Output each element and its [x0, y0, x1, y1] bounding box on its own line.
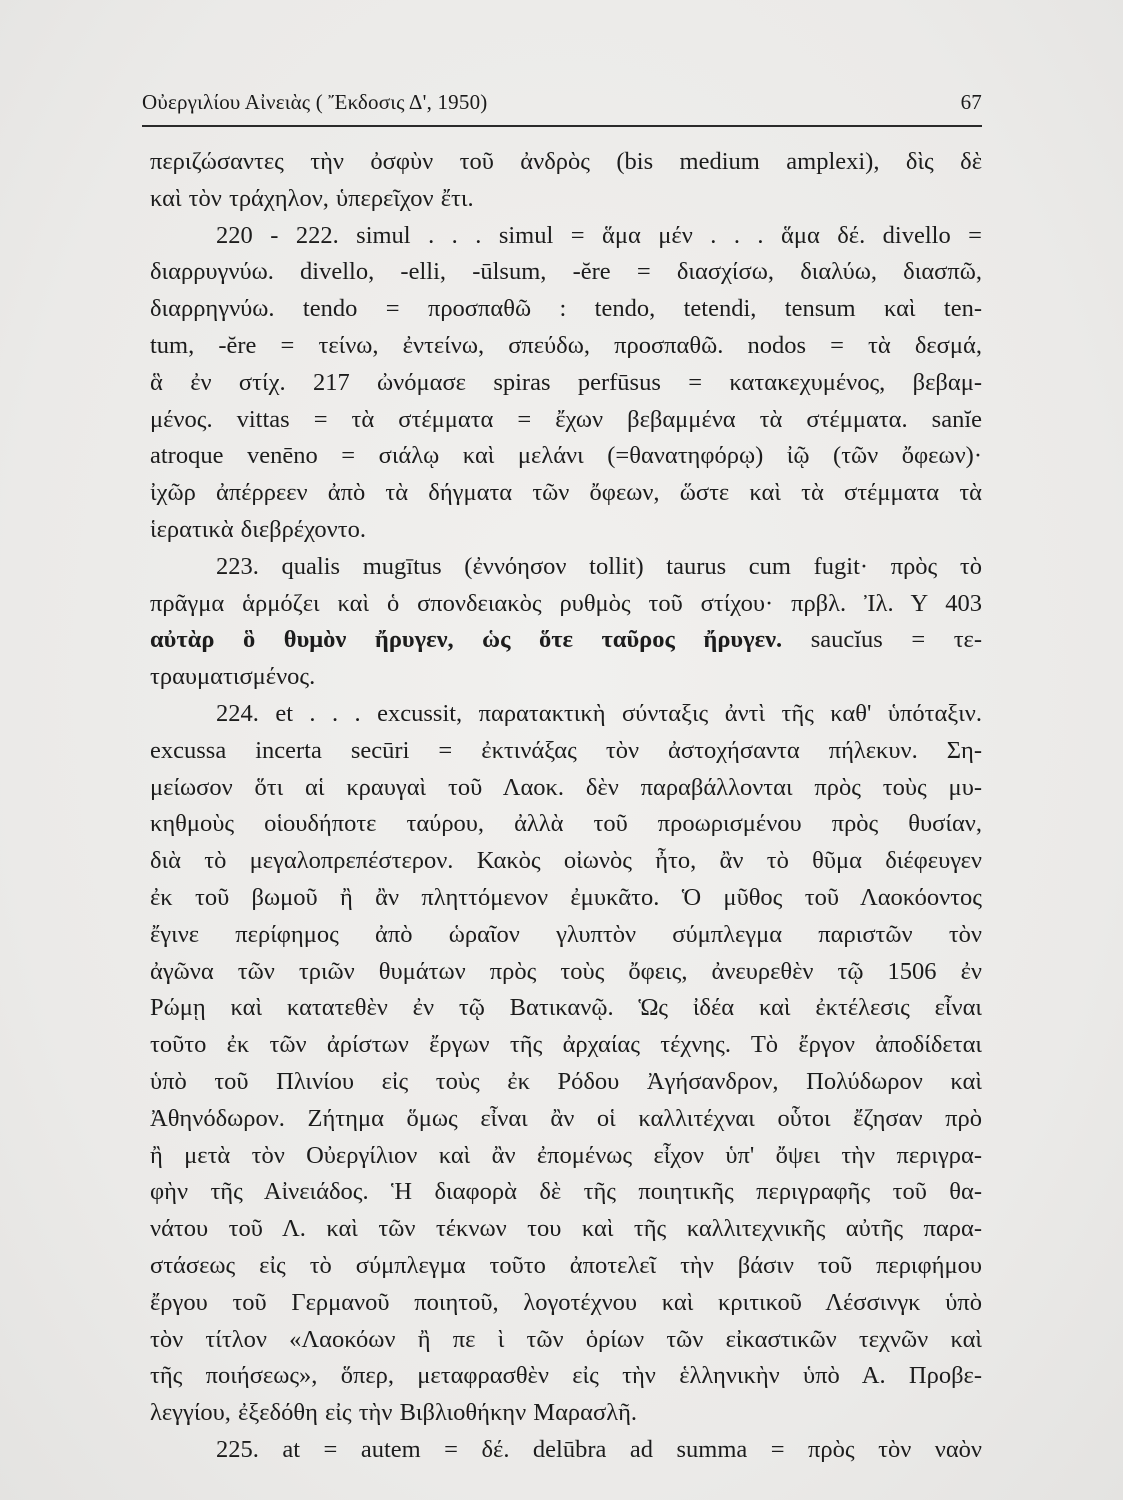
line-text: saucĭus = τε-: [782, 626, 982, 654]
header-title: Οὐεργιλίου Αἰνειὰς ( Ἔκδοσις Δ', 1950): [142, 90, 488, 114]
text-line: περιζώσαντες τὴν ὀσφὺν τοῦ ἀνδρὸς (bis medium amplexi), δὶς δὲ: [150, 148, 982, 175]
text-line: tum, -ĕre = τείνω, ἐντείνω, σπεύδω, προσπαθῶ. nodos = τὰ δεσμά,: [150, 331, 982, 359]
paragraph-start-line: 220 - 222. simul . . . simul = ἅμα μέν . . . ἅμα δέ. divello =: [216, 221, 982, 249]
text-line: ἱερατικὰ διεβρέχοντο.: [150, 515, 366, 543]
text-line: ἔργου τοῦ Γερμανοῦ ποιητοῦ, λογοτέχνου καὶ κριτικοῦ Λέσσινγκ ὑπὸ: [150, 1288, 982, 1316]
text-line: ἢ μετὰ τὸν Οὐεργίλιον καὶ ἂν ἐπομένως εἶχον ὑπ' ὄψει τὴν περιγρα-: [150, 1141, 982, 1169]
paragraph-start-line: 223. qualis mugītus (ἐννόησον tollit) taurus cum fugit· πρὸς τὸ: [216, 552, 982, 580]
text-line: διὰ τὸ μεγαλοπρεπέστερον. Κακὸς οἰωνὸς ἦτο, ἂν τὸ θῦμα διέφευγεν: [150, 847, 982, 875]
text-line: τῆς ποιήσεως», ὅπερ, μεταφρασθὲν εἰς τὴν ἑλληνικὴν ὑπὸ Α. Προβε-: [150, 1362, 982, 1390]
text-line: Ρώμῃ καὶ κατατεθὲν ἐν τῷ Βατικανῷ. Ὡς ἰδέα καὶ ἐκτέλεσις εἶναι: [150, 994, 982, 1022]
text-line: διαρρηγνύω. tendo = προσπαθῶ : tendo, tetendi, tensum καὶ ten-: [150, 295, 982, 323]
text-line: τοῦτο ἐκ τῶν ἀρίστων ἔργων τῆς ἀρχαίας τέχνης. Τὸ ἔργον ἀποδίδεται: [150, 1031, 982, 1059]
paragraph-start-line: 225. at = autem = δέ. delūbra ad summa = πρὸς τὸν ναὸν: [216, 1435, 982, 1463]
text-line: μένος. vittas = τὰ στέμματα = ἔχων βεβαμμένα τὰ στέμματα. sanĭe: [150, 405, 982, 433]
text-line: νάτου τοῦ Λ. καὶ τῶν τέκνων του καὶ τῆς καλλιτεχνικῆς αὐτῆς παρα-: [150, 1215, 982, 1243]
running-header: [142, 90, 982, 124]
text-line: διαρρυγνύω. divello, -elli, -ūlsum, -ĕre = διασχίσω, διαλύω, διασπῶ,: [150, 258, 982, 286]
text-line: τὸν τίτλον «Λαοκόων ἢ πε ὶ τῶν ὁρίων τῶν εἰκαστικῶν τεχνῶν καὶ: [150, 1325, 982, 1353]
bold-quotation: αὐτὰρ ὃ θυμὸν ἤρυγεν, ὡς ὅτε ταῦρος ἤρυγεν.: [150, 626, 783, 654]
text-line: ἃ ἐν στίχ. 217 ὠνόμασε spiras perfūsus = κατακεχυμένος, βεβαμ-: [150, 368, 982, 396]
text-line: ἀγῶνα τῶν τριῶν θυμάτων πρὸς τοὺς ὄφεις, ἀνευρεθὲν τῷ 1506 ἐν: [150, 957, 982, 985]
text-line: Ἀθηνόδωρον. Ζήτημα ὅμως εἶναι ἂν οἱ καλλιτέχναι οὗτοι ἔζησαν πρὸ: [150, 1104, 982, 1132]
text-line: τραυματισμένος.: [150, 663, 316, 691]
page-number: 67: [960, 90, 982, 114]
text-line: [150, 622, 982, 659]
text-line: ἔγινε περίφημος ἀπὸ ὡραῖον γλυπτὸν σύμπλεγμα παριστῶν τὸν: [150, 920, 982, 948]
text-line: μείωσον ὅτι αἱ κραυγαὶ τοῦ Λαοκ. δὲν παραβάλλονται πρὸς τοὺς μυ-: [150, 773, 982, 801]
text-line: ἰχῶρ ἀπέρρεεν ἀπὸ τὰ δήγματα τῶν ὄφεων, ὥστε καὶ τὰ στέμματα τὰ: [150, 479, 982, 507]
text-line: ἐκ τοῦ βωμοῦ ἢ ἂν πληττόμενον ἐμυκᾶτο. Ὁ μῦθος τοῦ Λαοκόοντος: [150, 883, 982, 911]
text-line: καὶ τὸν τράχηλον, ὑπερεῖχον ἔτι.: [150, 184, 474, 212]
body-text: [150, 144, 982, 1469]
text-line: atroque venēno = σιάλῳ καὶ μελάνι (=θανατηφόρῳ) ἰῷ (τῶν ὄφεων)·: [150, 442, 982, 470]
header-rule: [142, 125, 982, 127]
text-line: κηθμοὺς οἱουδήποτε ταύρου, ἀλλὰ τοῦ προωρισμένου πρὸς θυσίαν,: [150, 810, 982, 838]
text-line: ὑπὸ τοῦ Πλινίου εἰς τοὺς ἐκ Ρόδου Ἀγήσανδρον, Πολύδωρον καὶ: [150, 1067, 982, 1095]
text-line: φὴν τῆς Αἰνειάδος. Ἡ διαφορὰ δὲ τῆς ποιητικῆς περιγραφῆς τοῦ θα-: [150, 1178, 982, 1206]
text-line: πρᾶγμα ἁρμόζει καὶ ὁ σπονδειακὸς ρυθμὸς τοῦ στίχου· πρβλ. Ἰλ. Υ 403: [150, 589, 982, 617]
paragraph-start-line: 224. et . . . excussit, παρατακτικὴ σύνταξις ἀντὶ τῆς καθ' ὑπόταξιν.: [216, 699, 982, 727]
text-line: excussa incerta secūri = ἐκτινάξας τὸν ἀστοχήσαντα πήλεκυν. Ση-: [150, 736, 982, 764]
text-line: στάσεως εἰς τὸ σύμπλεγμα τοῦτο ἀποτελεῖ τὴν βάσιν τοῦ περιφήμου: [150, 1251, 982, 1279]
text-line: λεγγίου, ἐξεδόθη εἰς τὴν Βιβλιοθήκην Μαρασλῆ.: [150, 1399, 638, 1427]
